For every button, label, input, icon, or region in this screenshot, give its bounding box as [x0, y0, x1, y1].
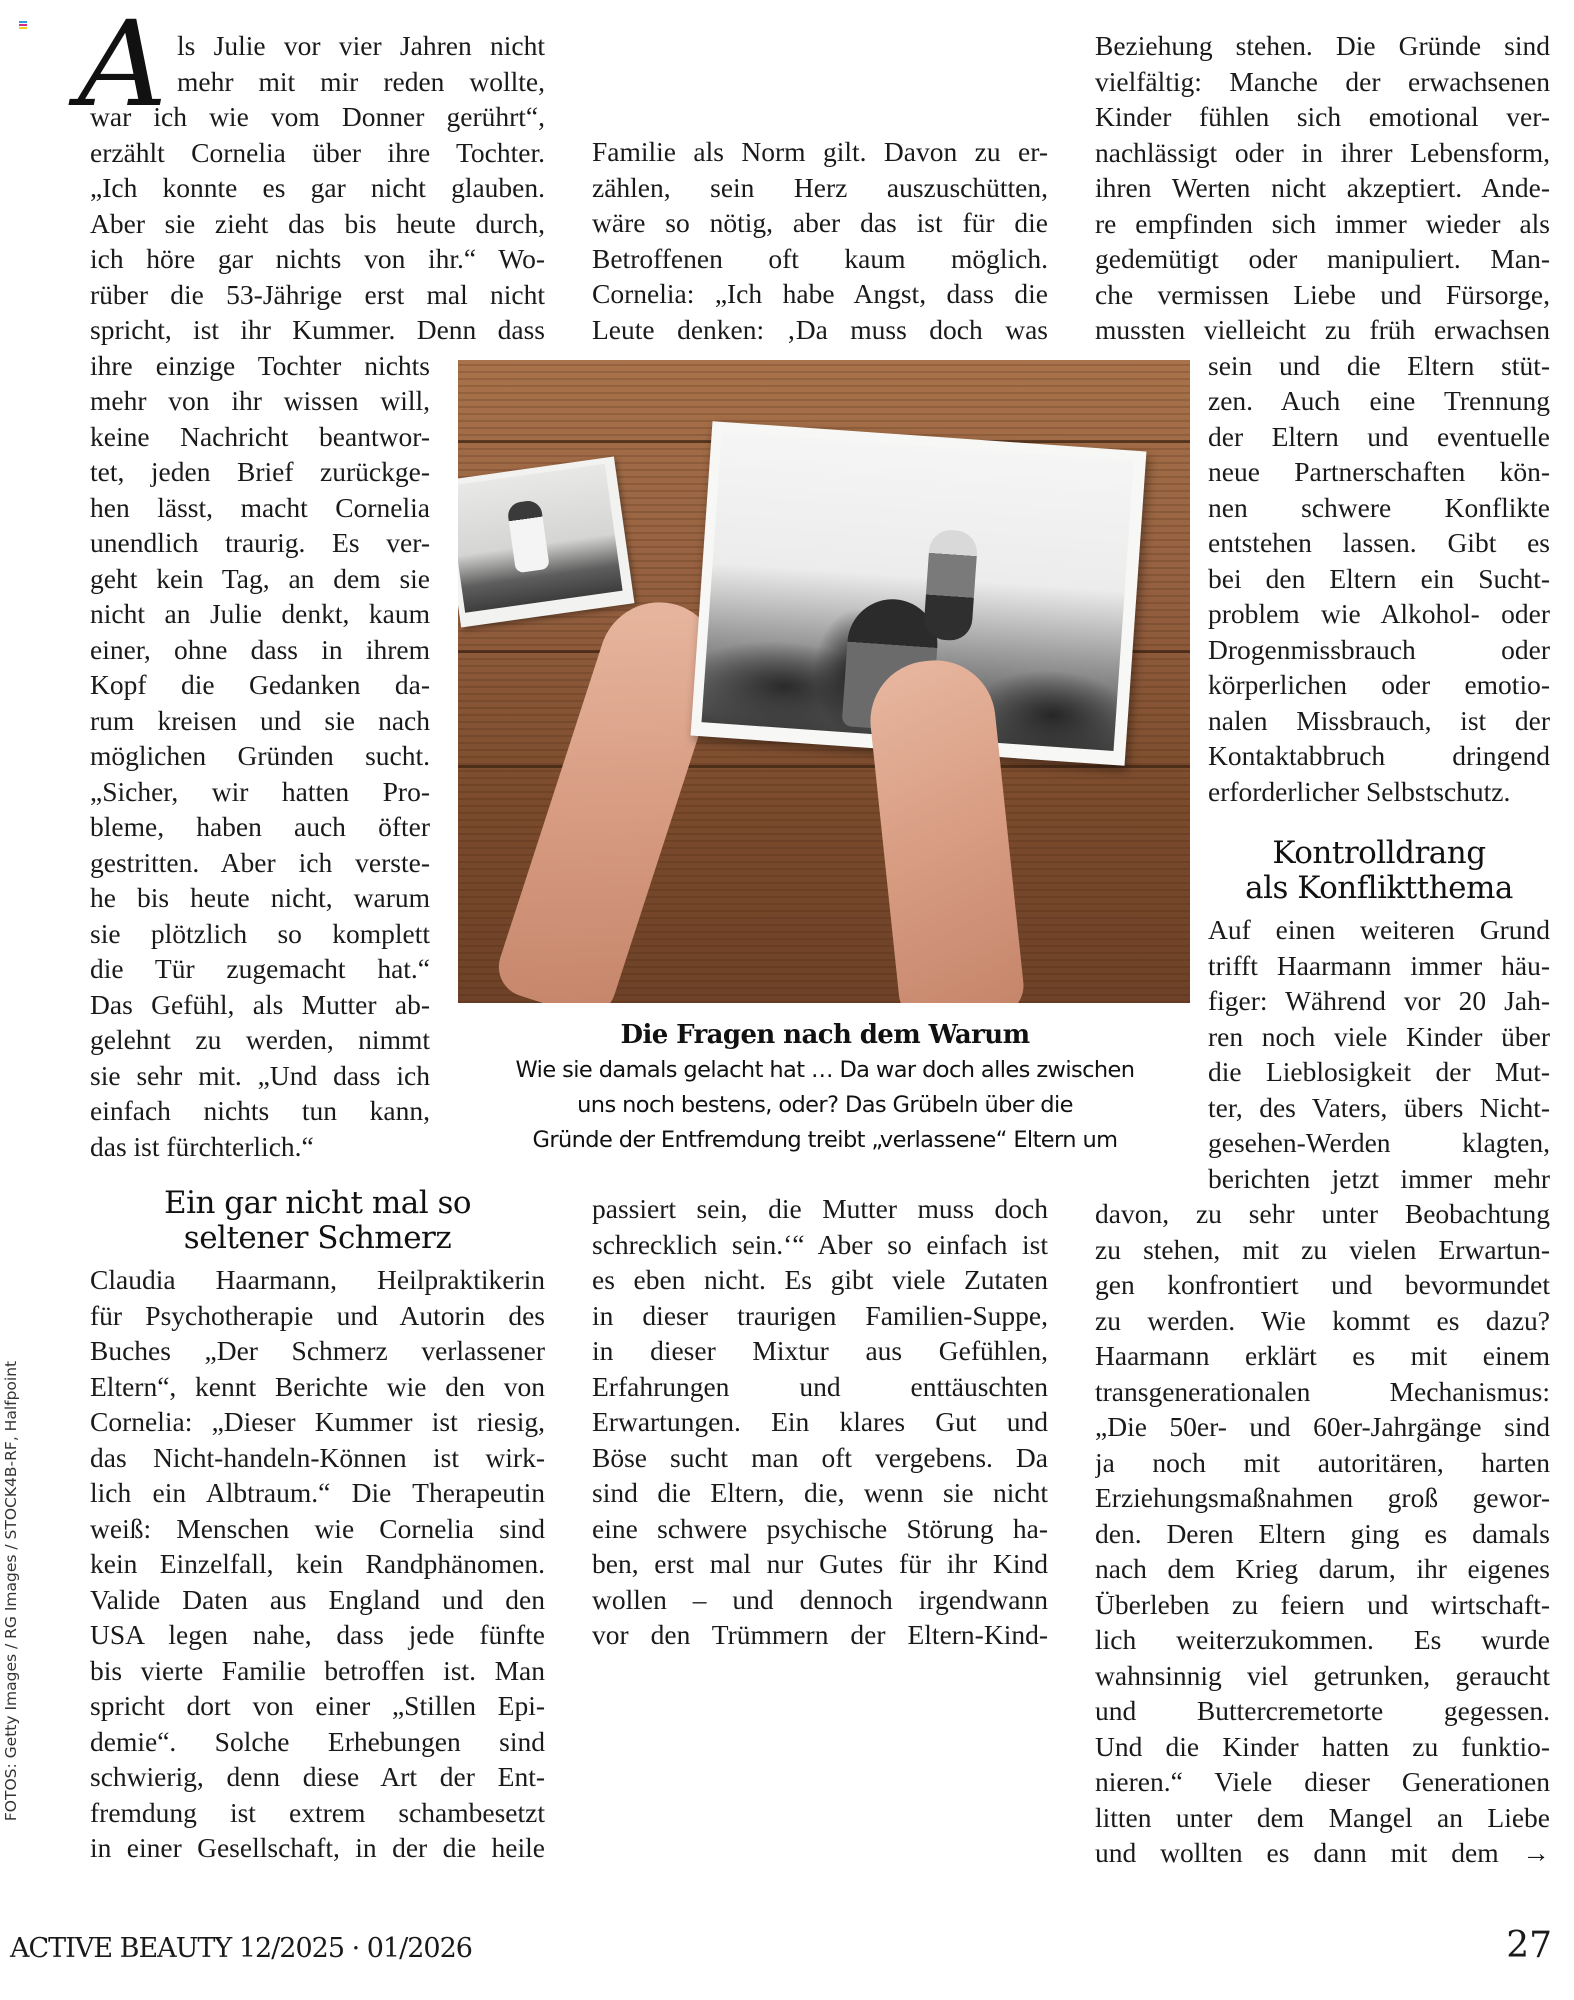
- text-line: wäre so nötig, aber das ist für die: [592, 207, 1048, 238]
- text-line: Kinder fühlen sich emotional ver-: [1095, 101, 1550, 132]
- text-line: USA legen nahe, dass jede fünfte: [90, 1619, 545, 1650]
- text-line: Claudia Haarmann, Heilpraktikerin: [90, 1264, 545, 1295]
- text-line: in dieser traurigen Familien-Suppe,: [592, 1299, 1048, 1331]
- text-line: Haarmann erklärt es mit einem: [1095, 1340, 1550, 1371]
- text-line: problem wie Alkohol- oder: [1208, 598, 1550, 629]
- text-line: mehr mit mir reden wollte,: [177, 65, 545, 97]
- text-line: wollen – und dennoch irgendwann: [592, 1583, 1048, 1615]
- text-line: schwierig, denn diese Art der Ent-: [90, 1761, 545, 1792]
- text-line: ihre einzige Tochter nichts: [90, 349, 430, 381]
- text-line: re empfinden sich immer wieder als: [1095, 207, 1550, 239]
- text-line: nen schwere Konflikte: [1208, 491, 1550, 523]
- text-line: eine schwere psychische Störung ha-: [592, 1512, 1048, 1544]
- text-line: figer: Während vor 20 Jah-: [1208, 985, 1550, 1016]
- text-line: Überleben zu feiern und wirtschaft-: [1095, 1588, 1550, 1620]
- text-line: war ich wie vom Donner gerührt“,: [90, 101, 545, 132]
- text-line: he bis heute nicht, warum: [90, 882, 430, 913]
- text-line: sein und die Eltern stüt-: [1208, 349, 1550, 381]
- text-line: nach dem Krieg darum, ihr eigenes: [1095, 1553, 1550, 1584]
- text-line: lich ein Albtraum.“ Die Therapeutin: [90, 1477, 545, 1508]
- text-line: kein Einzelfall, kein Randphänomen.: [90, 1548, 545, 1579]
- text-line: schrecklich sein.‘“ Aber so einfach ist: [592, 1228, 1048, 1260]
- text-line: zen. Auch eine Trennung: [1208, 385, 1550, 416]
- text-line: ja noch mit autoritären, harten: [1095, 1446, 1550, 1478]
- text-line: berichten jetzt immer mehr: [1208, 1162, 1550, 1194]
- text-line: Auf einen weiteren Grund: [1208, 914, 1550, 945]
- text-line: Das Gefühl, als Mutter ab-: [90, 988, 430, 1020]
- subheading-line: als Konfliktthema: [1245, 870, 1513, 906]
- text-line: die Tür zugemacht hat.“: [90, 953, 430, 984]
- text-line: ls Julie vor vier Jahren nicht: [177, 30, 545, 61]
- text-line: demie“. Solche Erhebungen sind: [90, 1725, 545, 1757]
- text-line: sie sehr mit. „Und dass ich: [90, 1059, 430, 1091]
- text-line: Familie als Norm gilt. Davon zu er-: [592, 136, 1048, 167]
- text-line: einer, ohne dass in ihrem: [90, 633, 430, 665]
- text-line: „Ich konnte es gar nicht glauben.: [90, 172, 545, 203]
- text-line: in einer Gesellschaft, in der die heile: [90, 1832, 545, 1863]
- text-line: das ist fürchterlich.“: [90, 1130, 314, 1162]
- text-line: sie plötzlich so komplett: [90, 917, 430, 949]
- text-line: Betroffenen oft kaum möglich.: [592, 242, 1048, 274]
- text-line: und Buttercremetorte gegessen.: [1095, 1695, 1550, 1726]
- text-line: erforderlicher Selbstschutz.: [1208, 775, 1511, 807]
- page-number: 27: [1506, 1925, 1552, 1966]
- photo-credit: FOTOS: Getty Images / RG Images / STOCK4B-RF, Halfpoint: [2, 1360, 20, 1822]
- text-line: fremdung ist extrem schambesetzt: [90, 1796, 545, 1828]
- column-3-narrow: [1208, 348, 1550, 810]
- text-line: vor den Trümmern der Eltern-Kind-: [592, 1619, 1048, 1650]
- text-line: bei den Eltern ein Sucht-: [1208, 562, 1550, 594]
- text-line: nachlässigt oder in ihrer Lebensform,: [1095, 136, 1550, 168]
- text-line: hen lässt, macht Cornelia: [90, 491, 430, 523]
- text-line: Cornelia: „Ich habe Angst, dass die: [592, 278, 1048, 309]
- drop-cap: A: [77, 0, 168, 133]
- text-line: mussten vielleicht zu früh erwachsen: [1095, 314, 1550, 345]
- text-line: Erfahrungen und enttäuschten: [592, 1370, 1048, 1402]
- text-line: einfach nichts tun kann,: [90, 1095, 430, 1126]
- text-line: entstehen lassen. Gibt es: [1208, 527, 1550, 558]
- text-line: Böse sucht man oft vergebens. Da: [592, 1441, 1048, 1473]
- caption-line: Gründe der Entfremdung treibt „verlassene“ Eltern um: [532, 1127, 1118, 1153]
- text-line: in dieser Mixtur aus Gefühlen,: [592, 1335, 1048, 1366]
- text-line: zählen, sein Herz auszuschütten,: [592, 171, 1048, 203]
- text-line: gedemütigt oder manipuliert. Man-: [1095, 243, 1550, 274]
- magazine-issue: ACTIVE BEAUTY 12/2025 · 01/2026: [10, 1933, 472, 1964]
- text-line: Eltern“, kennt Berichte wie den von: [90, 1370, 545, 1402]
- text-line: ihren Werten nicht akzeptiert. Ande-: [1095, 172, 1550, 203]
- column-1-top: [90, 28, 545, 348]
- text-line: das Nicht-handeln-Können ist wirk-: [90, 1441, 545, 1473]
- text-line: weiß: Menschen wie Cornelia sind: [90, 1512, 545, 1544]
- text-line: litten unter dem Mangel an Liebe: [1095, 1801, 1550, 1833]
- text-line: ter, des Vaters, übers Nicht-: [1208, 1091, 1550, 1123]
- subheading-line: Ein gar nicht mal so: [163, 1185, 472, 1221]
- caption-title: Die Fragen nach dem Warum: [620, 1020, 1030, 1050]
- text-line: vielfältig: Manche der erwachsenen: [1095, 65, 1550, 97]
- text-line: wahnsinnig viel getrunken, geraucht: [1095, 1659, 1550, 1691]
- text-line: spricht, ist ihr Kummer. Denn dass: [90, 314, 545, 345]
- text-line: davon, zu sehr unter Beobachtung: [1095, 1198, 1550, 1229]
- text-line: gestritten. Aber ich verste-: [90, 846, 430, 878]
- column-2-bottom: [592, 1191, 1048, 1653]
- text-line: passiert sein, die Mutter muss doch: [592, 1193, 1048, 1224]
- text-line: die Lieblosigkeit der Mut-: [1208, 1056, 1550, 1087]
- text-line: zu stehen, mit zu vielen Erwartun-: [1095, 1233, 1550, 1265]
- text-line: nalen Missbrauch, ist der: [1208, 704, 1550, 736]
- text-line: zu werden. Wie kommt es dazu?: [1095, 1304, 1550, 1336]
- text-line: tet, jeden Brief zurückge-: [90, 456, 430, 487]
- text-line: che vermissen Liebe und Fürsorge,: [1095, 278, 1550, 310]
- text-line: Erwartungen. Ein klares Gut und: [592, 1406, 1048, 1437]
- text-line: spricht dort von einer „Stillen Epi-: [90, 1690, 545, 1721]
- text-line: körperlichen oder emotio-: [1208, 669, 1550, 700]
- text-line: Und die Kinder hatten zu funktio-: [1095, 1730, 1550, 1762]
- article-photo: [458, 360, 1190, 1003]
- text-line: Erziehungsmaßnahmen groß gewor-: [1095, 1482, 1550, 1513]
- subheading-kontrolldrang: [1208, 836, 1550, 906]
- text-line: bis vierte Familie betroffen ist. Man: [90, 1654, 545, 1686]
- text-line: den. Deren Eltern ging es damals: [1095, 1517, 1550, 1549]
- text-line: Buches „Der Schmerz verlassener: [90, 1335, 545, 1366]
- text-line: „Die 50er- und 60er-Jahrgänge sind: [1095, 1411, 1550, 1442]
- text-line: mehr von ihr wissen will,: [90, 385, 430, 416]
- text-line: Leute denken: ‚Da muss doch was: [592, 313, 1048, 345]
- text-line: rüber die 53-Jährige erst mal nicht: [90, 278, 545, 310]
- caption-line: Wie sie damals gelacht hat … Da war doch alles zwischen: [515, 1057, 1135, 1083]
- text-line: Cornelia: „Dieser Kummer ist riesig,: [90, 1406, 545, 1437]
- column-2-top: [592, 134, 1048, 347]
- text-line: und wollten es dann mit dem →: [1095, 1837, 1550, 1868]
- text-line: ren noch viele Kinder über: [1208, 1020, 1550, 1052]
- text-line: sind die Eltern, die, wenn sie nicht: [592, 1477, 1048, 1508]
- small-bw-photo-woman-sitting: [458, 457, 634, 628]
- text-line: bleme, haben auch öfter: [90, 811, 430, 842]
- text-line: keine Nachricht beantwor-: [90, 420, 430, 452]
- text-line: Drogenmissbrauch oder: [1208, 633, 1550, 665]
- subheading-line: seltener Schmerz: [183, 1220, 452, 1256]
- column-1-bottom: [90, 1262, 545, 1866]
- text-line: gen konfrontiert und bevormundet: [1095, 1269, 1550, 1300]
- text-line: Valide Daten aus England und den: [90, 1583, 545, 1615]
- text-line: es eben nicht. Es gibt viele Zutaten: [592, 1264, 1048, 1295]
- text-line: trifft Haarmann immer häu-: [1208, 949, 1550, 981]
- column-1-narrow: [90, 348, 430, 1165]
- text-line: „Sicher, wir hatten Pro-: [90, 775, 430, 807]
- text-line: gesehen-Werden klagten,: [1208, 1127, 1550, 1158]
- text-line: ben, erst mal nur Gutes für ihr Kind: [592, 1548, 1048, 1579]
- subheading-line: Kontrolldrang: [1272, 835, 1486, 871]
- text-line: rum kreisen und sie nach: [90, 704, 430, 736]
- subheading-seltener-schmerz: [90, 1186, 545, 1256]
- text-line: möglichen Gründen sucht.: [90, 740, 430, 771]
- text-line: gelehnt zu werden, nimmt: [90, 1024, 430, 1055]
- text-line: für Psychotherapie und Autorin des: [90, 1299, 545, 1331]
- column-3-bottom: [1095, 1196, 1550, 1871]
- text-line: transgenerationalen Mechanismus:: [1095, 1375, 1550, 1407]
- text-line: unendlich traurig. Es ver-: [90, 527, 430, 558]
- text-line: Beziehung stehen. Die Gründe sind: [1095, 30, 1550, 61]
- print-color-mark: [19, 21, 27, 30]
- text-line: Aber sie zieht das bis heute durch,: [90, 207, 545, 239]
- text-line: neue Partnerschaften kön-: [1208, 456, 1550, 487]
- text-line: lich weiterzukommen. Es wurde: [1095, 1624, 1550, 1655]
- text-line: geht kein Tag, an dem sie: [90, 562, 430, 594]
- text-line: erzählt Cornelia über ihre Tochter.: [90, 136, 545, 168]
- caption-line: uns noch bestens, oder? Das Grübeln über die: [577, 1092, 1073, 1118]
- text-line: ich höre gar nichts von ihr.“ Wo-: [90, 243, 545, 274]
- column-3-narrow-2: [1208, 912, 1550, 1196]
- text-line: Kontaktabbruch dringend: [1208, 740, 1550, 771]
- text-line: Kopf die Gedanken da-: [90, 669, 430, 700]
- column-3-top: [1095, 28, 1550, 348]
- text-line: nieren.“ Viele dieser Generationen: [1095, 1766, 1550, 1797]
- text-line: der Eltern und eventuelle: [1208, 420, 1550, 452]
- text-line: nicht an Julie denkt, kaum: [90, 598, 430, 629]
